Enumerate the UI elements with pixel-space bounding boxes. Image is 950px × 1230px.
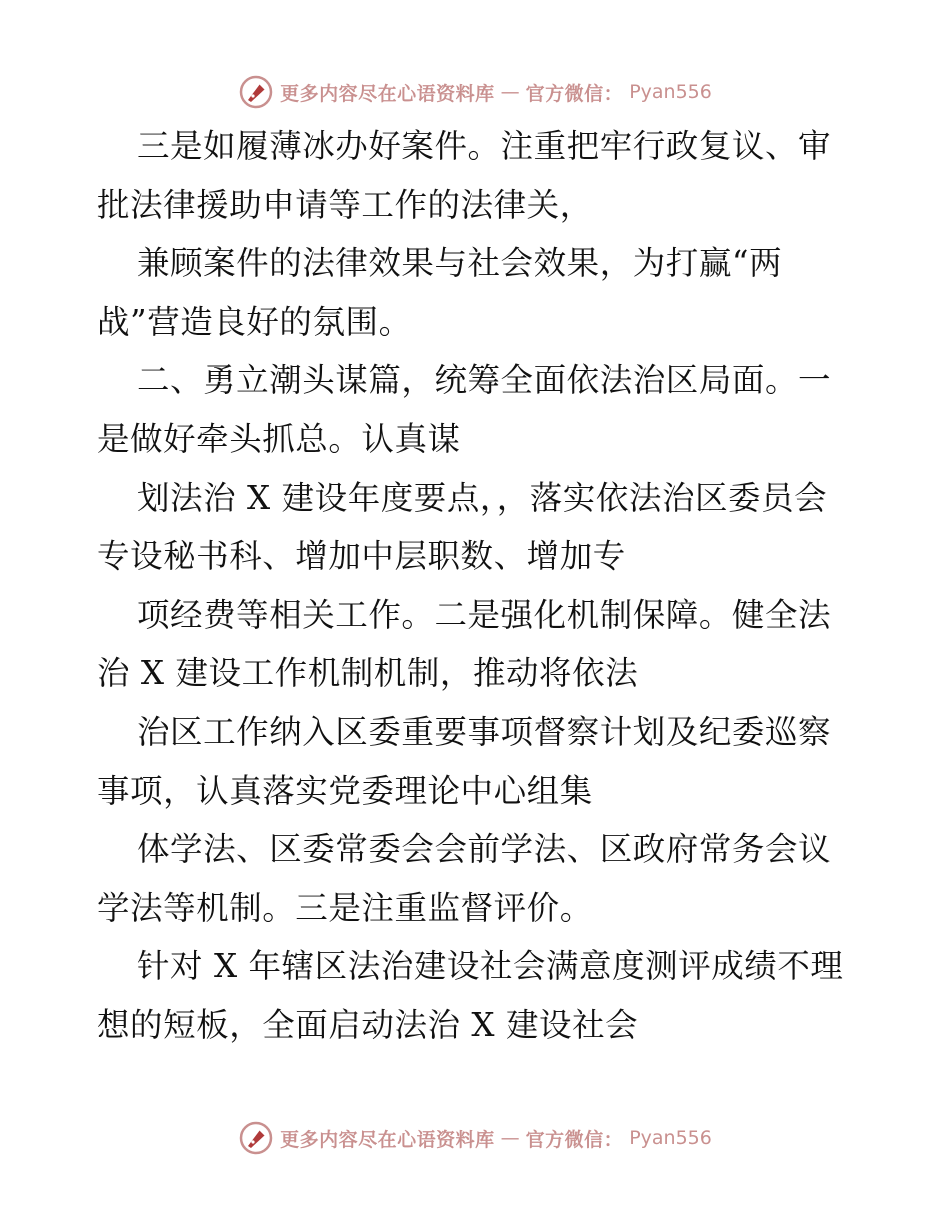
text-line: 战”营造良好的氛围。 [97,302,412,341]
text-line: 批法律援助申请等工作的法律关， [97,185,593,224]
text-line: 治区工作纳入区委重要事项督察计划及纪委巡察 [137,712,832,751]
document-body [97,117,857,1055]
watermark-wechat-label: 官方微信： [525,1128,624,1151]
watermark-site-name: 更多内容尽在心语资料库 [280,1128,495,1151]
text-line: 兼顾案件的法律效果与社会效果，为打赢“两 [137,244,783,283]
text-line: 针对 X 年辖区法治建设社会满意度测评成绩不理 [137,947,844,986]
watermark-wechat-id: Pyan556 [629,81,712,103]
text-line: 治 X 建设工作机制机制，推动将依法 [97,654,639,693]
text-line: 专设秘书科、增加中层职数、增加专 [97,537,626,576]
text-line: 划法治 X 建设年度要点，，落实依法治区委员会 [137,478,828,517]
text-line: 是做好牵头抓总。认真谋 [97,419,461,458]
footer-watermark [0,1118,950,1158]
watermark-separator: — [500,81,520,103]
text-line: 事项，认真落实党委理论中心组集 [97,771,593,810]
text-line: 项经费等相关工作。二是强化机制保障。健全法 [137,595,832,634]
pen-nib-logo-icon [238,1120,274,1156]
watermark-site-name: 更多内容尽在心语资料库 [280,82,495,105]
watermark-wechat-label: 官方微信： [525,82,624,105]
header-watermark [0,72,950,112]
pen-nib-logo-icon [238,74,274,110]
text-line: 三是如履薄冰办好案件。注重把牢行政复议、审 [137,127,832,165]
watermark-wechat-id: Pyan556 [629,1127,712,1149]
text-line: 体学法、区委常委会会前学法、区政府常务会议 [137,830,832,869]
watermark-separator: — [500,1127,520,1149]
text-line: 想的短板，全面启动法治 X 建设社会 [97,1005,639,1044]
text-line: 二、勇立潮头谋篇，统筹全面依法治区局面。一 [137,361,832,400]
text-line: 学法等机制。三是注重监督评价。 [97,888,593,927]
